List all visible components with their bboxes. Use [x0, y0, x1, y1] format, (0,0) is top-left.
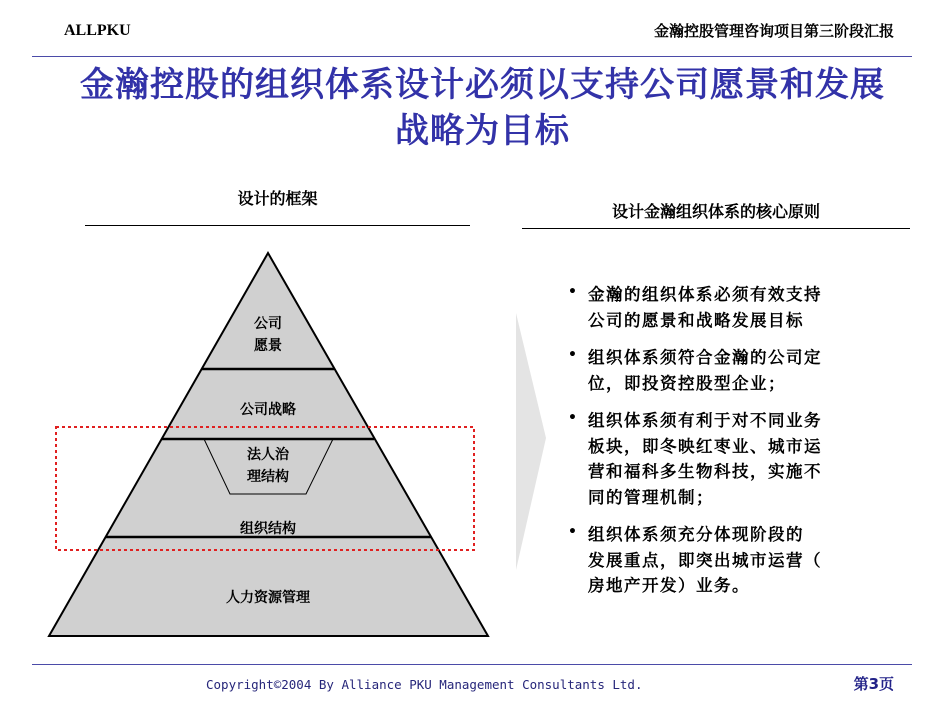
pyramid-label-vision-1: 公司	[254, 316, 282, 332]
pyramid-label-governance-1: 法人治	[247, 447, 289, 463]
copyright-text: Copyright©2004 By Alliance PKU Management Consultants Ltd.	[206, 677, 643, 692]
pyramid-label-governance-2: 理结构	[247, 469, 289, 485]
bullet-icon: •	[568, 410, 579, 426]
pyramid-label-strategy: 公司战略	[240, 402, 296, 418]
principle-item: • 组织体系须符合金瀚的公司定 位，即投资控股型企业；	[568, 345, 868, 396]
principle-item: • 组织体系须有利于对不同业务 板块，即冬映红枣业、城市运 营和福科多生物科技，实施不 同的管理机制；	[568, 408, 868, 510]
slide-title-line-1: 金瀚控股的组织体系设计必须以支持公司愿景和发展	[80, 65, 885, 105]
slide-title-line-2: 战略为目标	[395, 111, 570, 151]
brand-logo-text: ALLPKU	[64, 22, 131, 39]
pyramid-label-vision-2: 愿景	[254, 338, 282, 354]
pyramid-shape	[49, 253, 488, 636]
pyramid-label-hr: 人力资源管理	[226, 590, 310, 606]
bullet-icon: •	[568, 524, 579, 540]
right-arrow-icon	[516, 313, 546, 570]
bottom-divider	[32, 664, 912, 665]
principles-heading: 设计金瀚组织体系的核心原则	[611, 202, 820, 221]
bullet-icon: •	[568, 347, 579, 363]
pyramid-label-organization: 组织结构	[240, 521, 296, 537]
principle-item: • 组织体系须充分体现阶段的 发展重点，即突出城市运营（ 房地产开发）业务。	[568, 522, 868, 599]
principles-list	[568, 282, 868, 611]
framework-heading: 设计的框架	[237, 189, 318, 208]
bullet-icon: •	[568, 284, 579, 300]
principle-item: • 金瀚的组织体系必须有效支持 公司的愿景和战略发展目标	[568, 282, 868, 333]
page-number: 第3页	[853, 675, 894, 693]
project-title: 金瀚控股管理咨询项目第三阶段汇报	[653, 22, 894, 40]
